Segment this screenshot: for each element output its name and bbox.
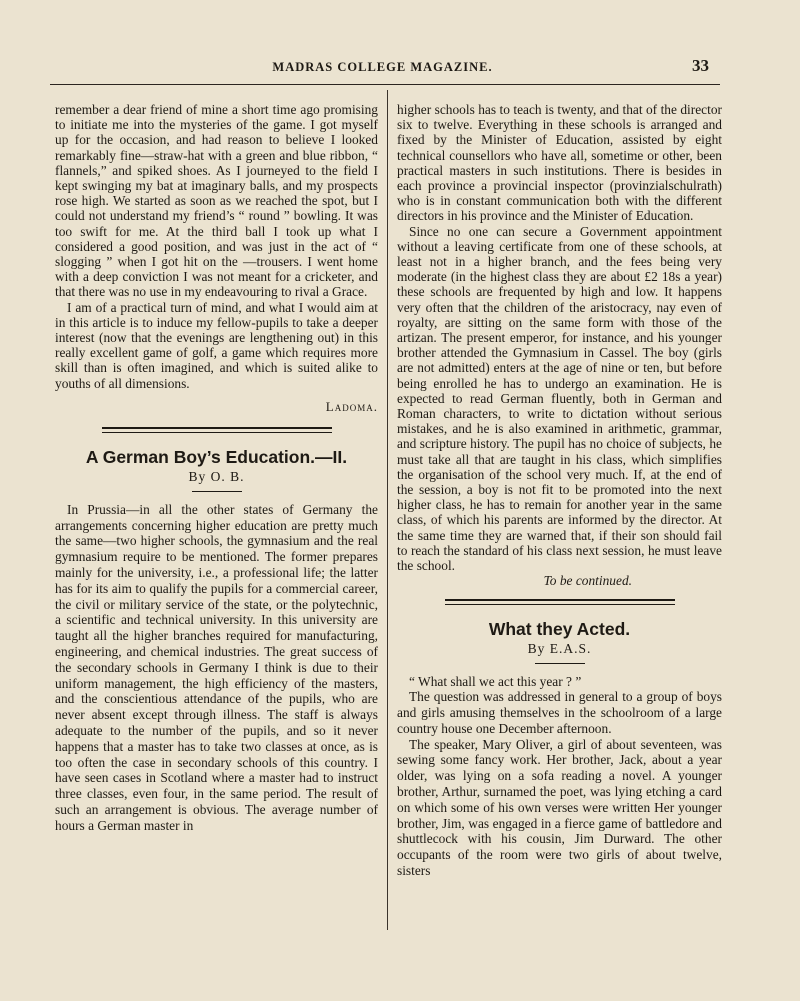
column-divider	[387, 90, 388, 930]
byline-rule-right	[535, 663, 585, 664]
acted-paragraph-1: “ What shall we act this year ? ”	[409, 673, 582, 689]
article-byline-acted: By E.A.S.	[527, 640, 592, 656]
acted-paragraph-2: The question was addressed in general to a group of boys and girls amusing themselves in the schoolroom of a large country house one December afternoon.	[397, 689, 722, 736]
running-title: MADRAS COLLEGE MAGAZINE.	[272, 60, 493, 74]
left-column	[55, 102, 378, 834]
german-paragraph-3: Since no one can secure a Government appointment without a leaving certificate from one of these schools, at least not in a higher branch, and the fees being very moderate (in the highest class they are about £2 18s a year) these schools are frequented by high and low. It happens very often that the children of the aristocracy, nay even of royalty, are sitting on the same form with those of the artizan. The present emperor, for instance, and his younger brother attended the Gymnasium in Cassel. The boy (girls are not admitted) enters at the age of nine or ten, but before being enrolled he has to undergo an examination. He is expected to read German fluently, both in German and Roman characters, to write to dictation without serious mistakes, and he is also examined in arithmetic, grammar, and scripture history. The pupil has no choice of subjects, he must take all that are taught in his class, which simplifies the organisation of the school very much. If, at the end of the session, a boy is not fit to be promoted into the next higher class, he has to remain for another year in the same class, of which his parents are informed by the director. At the same time they are warned that, if their son should fail to reach the standard of his class next session, he must leave the school.	[397, 223, 722, 574]
cricket-paragraph-2: I am of a practical turn of mind, and what I would aim at in this article is to induce my fellow-pupils to take a deeper interest (now that the evenings are lengthening out) in this really excellent game of golf, a game which requires more skill than is often imagined, and which is suited alike to youths of all dimensions.	[55, 299, 378, 391]
section-divider	[102, 427, 332, 433]
article-byline-german: By O. B.	[188, 468, 245, 484]
to-be-continued: To be continued.	[543, 573, 632, 589]
german-paragraph-2: higher schools has to teach is twenty, and that of the director six to twelve. Everything in these schools is arranged and fixed by the Minister of Education, assisted by eight technical counsellors who have all, sometime or other, been practical masters in such institutions. There is besides in each province a provincial inspector (provinzialschulrath) who is in constant communication both with the different directors in his province and the Minister of Education.	[397, 102, 722, 224]
section-divider-right	[445, 599, 675, 605]
article-title-german: A German Boy’s Education.—II.	[85, 446, 348, 467]
right-column	[397, 102, 722, 879]
cricket-paragraph-1: remember a dear friend of mine a short time ago promising to initiate me into the mysteries of the game. I got myself up for the occasion, and had reason to believe I looked remarkably fine—straw-hat with a green and blue ribbon, “ flannels,” and spiked shoes. As I journeyed to the field I kept swinging my bat at imaginary balls, and my prospects rose high. We started as soon as we reached the spot, but I could not understand my friend’s “ round ” bowling. It was too swift for me. At the third ball I took up what I considered a good position, and was just in the act of “ slogging ” when I got hit on the —trousers. I went home with a deep conviction I was not meant for a cricketer, and that there was no use in my endeavouring to rival a Grace.	[55, 102, 378, 300]
page-number: 33	[692, 56, 709, 75]
byline-rule	[192, 491, 242, 492]
german-paragraph-1: In Prussia—in all the other states of Germany the arrangements concerning higher education are pretty much the same—two higher schools, the gymnasium and the real gymnasium require to be mentioned. The former prepares mainly for the university, i.e., a professional life; the latter has for its aim to qualify the pupils for a commercial career, the civil or military service of the state, or the polytechnic, a scientific and technical university. In this university are taught all the higher branches required for manufacturing, engineering, and chemical industries. The great success of the secondary schools in Germany I think is due to their uniform management, the high efficiency of the masters, and the conscientious attendance of the pupils, who are never absent except through illness. The staff is always adequate to the number of the pupils, and so it never happens that a master has to take two classes at once, as is too often the case in secondary schools of this country. I have seen cases in Scotland where a master had to instruct three classes, even four, in the same period. The result of such an arrangement is obvious. The average number of hours a German master in	[55, 501, 378, 833]
article-title-acted: What they Acted.	[488, 618, 631, 639]
header-rule	[50, 84, 720, 85]
author-signature: Ladoma.	[325, 398, 378, 414]
acted-paragraph-3: The speaker, Mary Oliver, a girl of about seventeen, was sewing some fancy work. Her brother, Jack, about a year older, was lying on a sofa reading a novel. A younger brother, Arthur, surnamed the poet, was lying etching a card on which some of his own verses were written Her younger brother, Jim, was engaged in a fierce game of battledore and shuttlecock with his cousin, Jim Durward. The other occupants of the room were two girls of about twelve, sisters	[397, 736, 722, 879]
page-header	[50, 56, 715, 78]
